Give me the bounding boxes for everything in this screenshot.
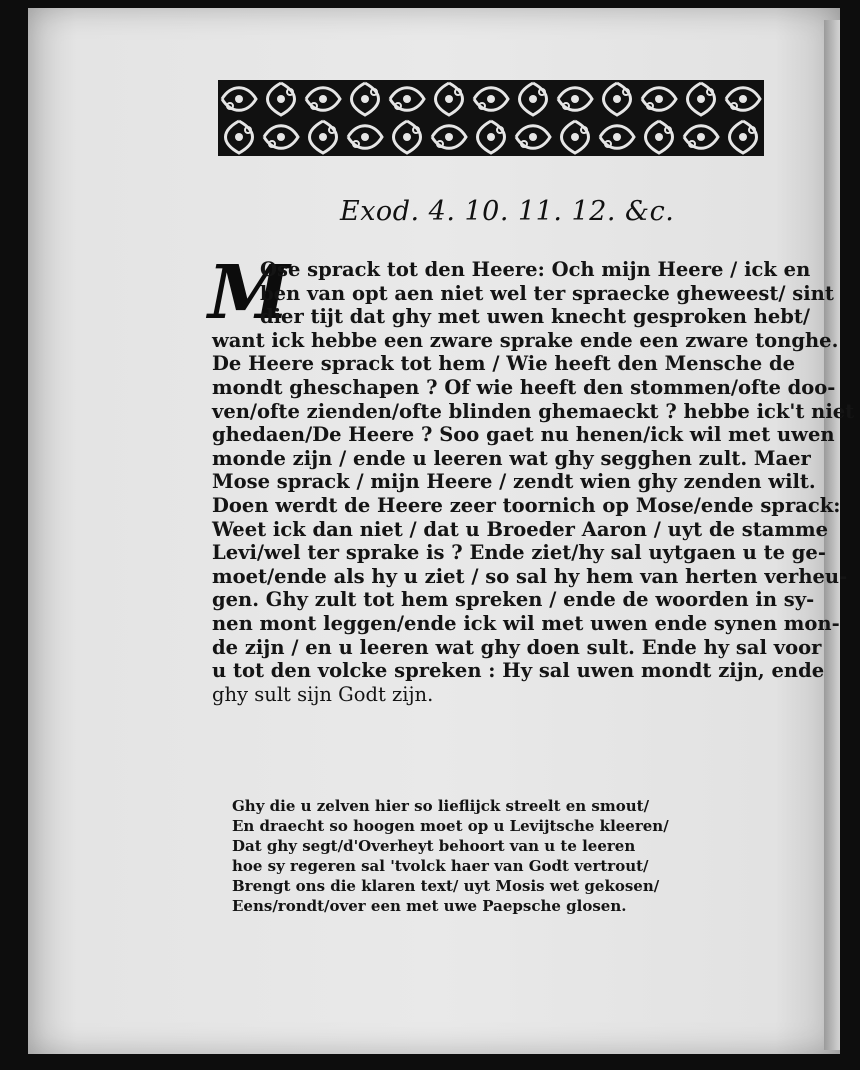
ornament-dot — [529, 133, 537, 141]
ornament-curl — [581, 127, 587, 133]
text-line: Mose sprack / mijn Heere / zendt wien ghy zenden wilt. — [212, 470, 816, 494]
scripture-body-text — [212, 258, 855, 706]
verse-line: En draecht so hoogen moet op u Levijtsche kleeren/ — [232, 817, 669, 835]
text-line: gen. Ghy zult tot hem spreken / ende de woorden in sy- — [212, 588, 815, 612]
ornament-curl — [539, 89, 545, 95]
ornament-curl — [749, 127, 755, 133]
ornament-curl — [287, 89, 293, 95]
verse-line: Dat ghy segt/d'Overheyt behoort van u te leeren — [232, 837, 636, 855]
text-line: De Heere sprack tot hem / Wie heeft den Mensche de — [212, 352, 796, 376]
ornament-dot — [655, 133, 663, 141]
text-line: Levi/wel ter sprake is ? Ende ziet/hy sal uytgaen u te ge- — [212, 541, 826, 565]
ornament-curl — [623, 89, 629, 95]
text-line: dier tijt dat ghy met uwen knecht gesproken hebt/ — [260, 305, 811, 329]
ornament-dot — [361, 95, 369, 103]
ornament-dot — [487, 95, 495, 103]
ornament-curl — [455, 89, 461, 95]
verse-line: Ghy die u zelven hier so lieflijck streelt en smout/ — [232, 797, 650, 815]
ornament-dot — [277, 95, 285, 103]
text-line: Weet ick dan niet / dat u Broeder Aaron / uyt de stamme — [212, 517, 829, 541]
ornament-curl — [665, 127, 671, 133]
verse-block — [232, 796, 672, 916]
ornament-dot — [487, 133, 495, 141]
ornament-dot — [571, 95, 579, 103]
ornament-dot — [613, 95, 621, 103]
verse-line: Eens/rondt/over een met uwe Paepsche glosen. — [232, 897, 627, 915]
ornament-curl — [707, 89, 713, 95]
text-line: ghedaen/De Heere ? Soo gaet nu henen/ick wil met uwen — [212, 423, 835, 447]
text-line: Doen werdt de Heere zeer toornich op Mose/ende sprack: — [212, 493, 841, 517]
ornament-dot — [655, 95, 663, 103]
ornament-dot — [739, 133, 747, 141]
text-line: ben van opt aen niet wel ter spraecke gheweest/ sint — [260, 281, 834, 305]
ornament-dot — [319, 133, 327, 141]
ornament-dot — [445, 133, 453, 141]
ornament-curl — [413, 127, 419, 133]
drop-cap-initial: M — [208, 250, 290, 336]
ornament-dot — [697, 133, 705, 141]
text-line: de zijn / en u leeren wat ghy doen sult. Ende hy sal voor — [212, 635, 822, 659]
ornamental-border-band — [218, 80, 764, 156]
ornament-curl — [245, 127, 251, 133]
text-line: mondt gheschapen ? Of wie heeft den stommen/ofte doo- — [212, 375, 836, 399]
ornament-dot — [571, 133, 579, 141]
text-line: ven/ofte zienden/ofte blinden ghemaeckt ? hebbe ick't niet — [212, 399, 855, 423]
ornament-curl — [371, 89, 377, 95]
text-line: want ick hebbe een zware sprake ende een zware tonghe. — [212, 328, 839, 352]
ornament-dot — [613, 133, 621, 141]
ornament-dot — [697, 95, 705, 103]
scripture-reference-heading: Exod. 4. 10. 11. 12. &c. — [340, 196, 675, 227]
ornament-dot — [235, 95, 243, 103]
verse-line: hoe sy regeren sal 'tvolck haer van Godt vertrout/ — [232, 857, 649, 875]
text-line: u tot den volcke spreken : Hy sal uwen mondt zijn, ende — [212, 659, 825, 683]
ornament-dot — [277, 133, 285, 141]
text-line: ghy sult sijn Godt zijn. — [212, 682, 434, 706]
text-line: Ose sprack tot den Heere: Och mijn Heere / ick en — [260, 258, 811, 281]
ornament-dot — [403, 95, 411, 103]
text-line: nen mont leggen/ende ick wil met uwen ende synen mon- — [212, 611, 840, 635]
ornament-dot — [529, 95, 537, 103]
ornament-dot — [235, 133, 243, 141]
verse-line: Brengt ons die klaren text/ uyt Mosis wet gekosen/ — [232, 877, 660, 895]
ornament-dot — [361, 133, 369, 141]
text-line: monde zijn / ende u leeren wat ghy segghen zult. Maer — [212, 446, 811, 470]
text-line: moet/ende als hy u ziet / so sal hy hem van herten verheu- — [212, 564, 848, 588]
ornament-curl — [329, 127, 335, 133]
ornament-dot — [403, 133, 411, 141]
ornament-dot — [319, 95, 327, 103]
ornament-dot — [445, 95, 453, 103]
ornament-dot — [739, 95, 747, 103]
ornament-curl — [497, 127, 503, 133]
